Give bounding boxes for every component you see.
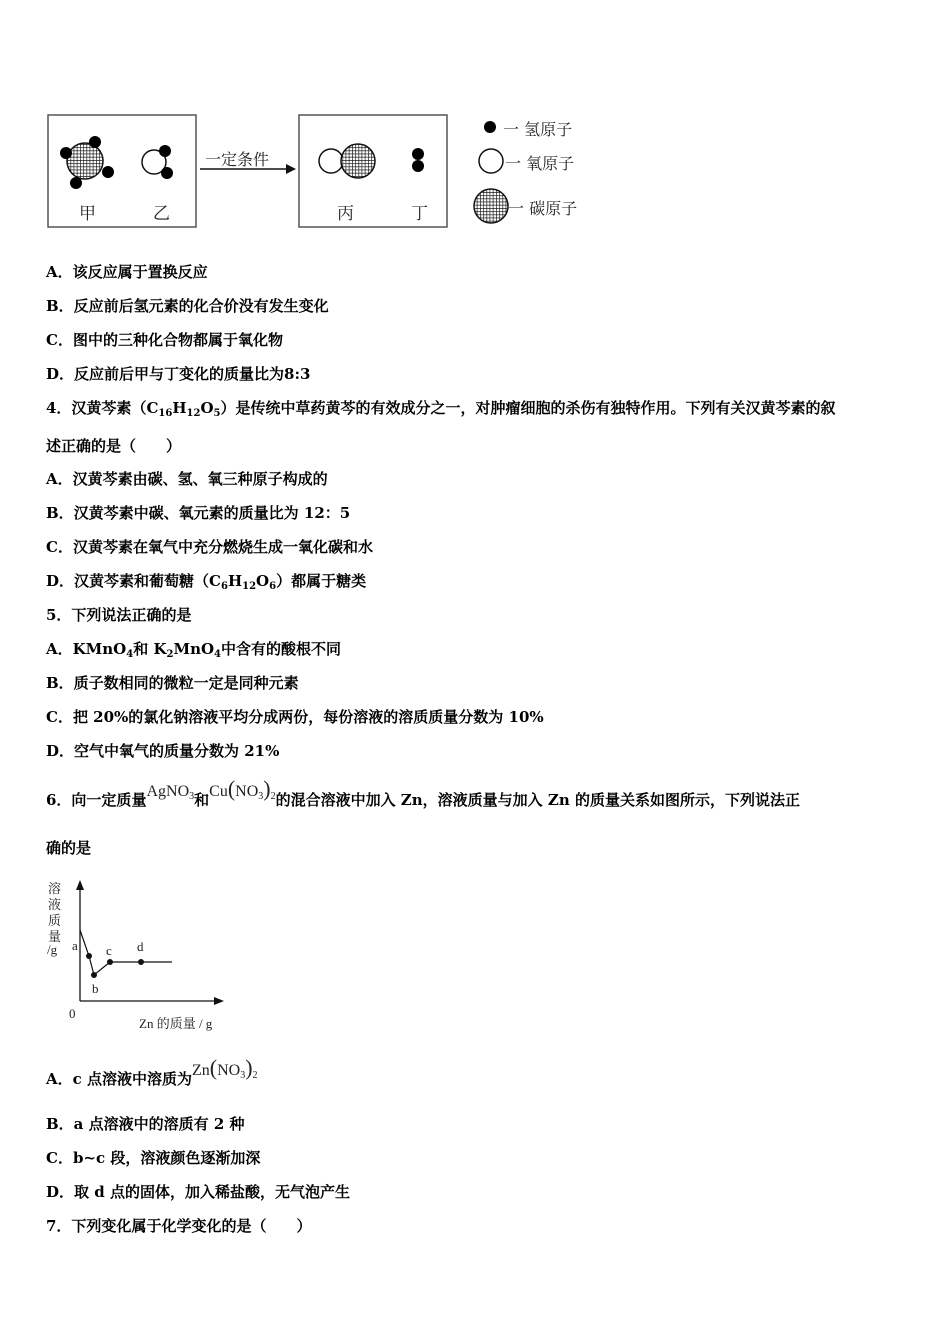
graph-origin: 0: [69, 1006, 76, 1021]
hydrogen-atom: [159, 145, 171, 157]
legend-hydrogen: 一 氢原子: [503, 120, 573, 139]
graph-ylabel-unit: /g: [47, 942, 58, 957]
legend-carbon-icon: [474, 189, 508, 223]
graph-ylabel-2: 液: [48, 897, 62, 912]
label-ding: 丁: [411, 204, 428, 224]
point-b: [91, 972, 97, 978]
y-axis-arrow: [76, 880, 84, 890]
hydrogen-atom: [412, 148, 424, 160]
q7-stem: 7．下列变化属于化学变化的是（ ）: [46, 1217, 312, 1235]
hydrogen-atom: [412, 160, 424, 172]
hydrogen-atom: [89, 136, 101, 148]
q5-option-a: A．KMnO$_4$和 $K_2MnO_4$中含有的酸根不同: [46, 640, 342, 660]
q6-stem: 6．向一定质量AgNO$_3$和$Cu(NO_3)_2$的混合溶液中加入 Zn，溶液质量与加入 Zn 的质量关系如图所示，下列说法正: [46, 776, 800, 809]
legend-hydrogen-icon: [484, 121, 496, 133]
molecule-bing: [319, 144, 375, 178]
x-axis-arrow: [214, 997, 224, 1005]
label-yi: 乙: [153, 204, 170, 224]
q6-option-b: B．a 点溶液中的溶质有 2 种: [46, 1115, 245, 1133]
q5-option-b: B．质子数相同的微粒一定是同种元素: [46, 674, 299, 692]
legend-oxygen-icon: [479, 149, 503, 173]
q6-option-d: D．取 d 点的固体，加入稀盐酸，无气泡产生: [46, 1183, 350, 1201]
point-d: [138, 959, 144, 965]
label-bing: 丙: [337, 204, 354, 224]
graph-label-b: b: [92, 981, 99, 996]
q4-stem-line2: 述正确的是（ ）: [46, 437, 182, 455]
legend-carbon: 一 碳原子: [508, 199, 578, 218]
q4-option-c: C．汉黄芩素在氧气中充分燃烧生成一氧化碳和水: [46, 538, 373, 556]
q5-option-d: D．空气中氧气的质量分数为 21%: [46, 742, 280, 760]
q5-stem: 5．下列说法正确的是: [46, 606, 192, 624]
point-c: [107, 959, 113, 965]
hydrogen-atom: [60, 147, 72, 159]
q4-option-b: B．汉黄芩素中碳、氧元素的质量比为 12：5: [46, 504, 351, 522]
q4-stem: 4．汉黄芩素$(C_{16}H_{12}O_5)$是传统中草药黄芩的有效成分之一，对肿瘤细胞的杀伤有独特作用。下列有关汉黄芩素的叙: [46, 399, 836, 419]
q3-option-b: B．反应前后氢元素的化合价没有发生变化: [46, 297, 329, 315]
graph-xlabel: Zn 的质量 / g: [139, 1016, 213, 1031]
graph-label-a: a: [72, 938, 78, 953]
q6-option-a: A．c 点溶液中溶质为$Zn(NO_3)_2$: [46, 1055, 258, 1088]
legend-oxygen: 一 氧原子: [505, 154, 575, 173]
curve: [80, 930, 172, 975]
hydrogen-atom: [70, 177, 82, 189]
graph-ylabel-1: 溶: [48, 881, 62, 896]
q6-option-c: C．b~c 段，溶液颜色逐渐加深: [46, 1149, 261, 1167]
q5-option-c: C．把 20%的氯化钠溶液平均分成两份，每份溶液的溶质质量分数为 10%: [46, 708, 544, 726]
point-a: [86, 953, 92, 959]
graph-ylabel-3: 质: [48, 913, 62, 928]
graph-label-d: d: [137, 939, 144, 954]
q6-stem-line2: 确的是: [46, 839, 92, 857]
label-jia: 甲: [79, 204, 96, 224]
hydrogen-atom: [102, 166, 114, 178]
graph-label-c: c: [106, 943, 112, 958]
q3-option-a: A．该反应属于置换反应: [46, 263, 208, 281]
hydrogen-atom: [161, 167, 173, 179]
q3-option-c: C．图中的三种化合物都属于氧化物: [46, 331, 283, 349]
q4-option-d: D．汉黄芩素和葡萄糖$(C_6H_{12}O_6)$都属于糖类: [46, 572, 367, 592]
q4-option-a: A．汉黄芩素由碳、氢、氧三种原子构成的: [46, 470, 328, 488]
reaction-condition: 一定条件: [205, 150, 270, 169]
q3-option-d: D．反应前后甲与丁变化的质量比为8:3: [46, 365, 311, 383]
graph-ylabel-4: 量: [48, 929, 62, 944]
